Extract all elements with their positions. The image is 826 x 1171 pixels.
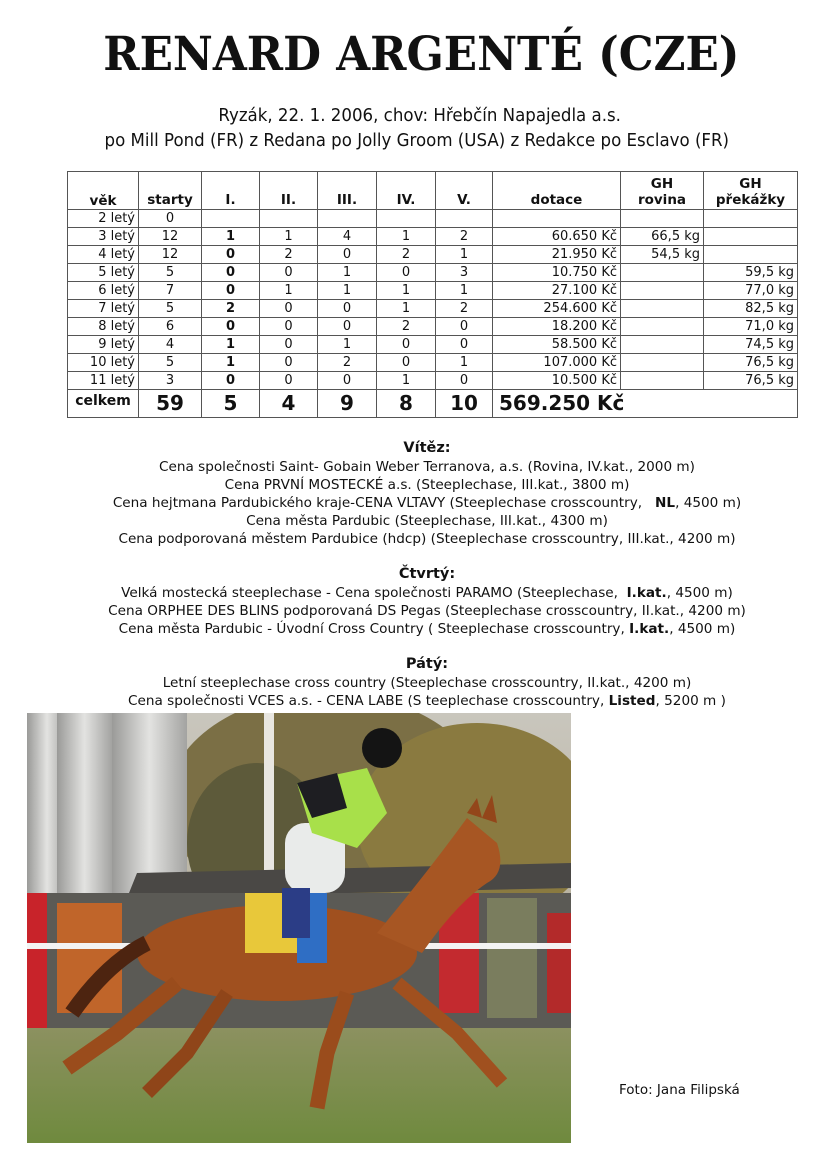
cell-starts: 12 (139, 246, 202, 264)
cell-second: 1 (260, 282, 318, 300)
cell-age: 10 letý (68, 354, 139, 372)
cell-first: 0 (202, 318, 260, 336)
cell-second (260, 210, 318, 228)
cell-third: 1 (318, 336, 377, 354)
cell-first: 1 (202, 354, 260, 372)
pedigree: po Mill Pond (FR) z Redana po Jolly Groom (USA) z Redakce po Esclavo (FR) (104, 131, 730, 151)
cell-third: 0 (318, 300, 377, 318)
race-entry: Cena podporovaná městem Pardubice (hdcp) (Steeplechase crosscountry, III.kat., 4200 m) (118, 531, 736, 547)
cell-gh-jumps: 74,5 kg (704, 336, 798, 354)
cell-fourth: 0 (377, 264, 436, 282)
cell-gh-jumps (704, 210, 798, 228)
cell-third: 0 (318, 372, 377, 390)
cell-gh-flat: 66,5 kg (621, 228, 704, 246)
cell-fifth: 1 (436, 246, 493, 264)
race-text-part: , 4500 m) (666, 585, 733, 601)
cell-starts: 3 (139, 372, 202, 390)
cell-fourth: 2 (377, 246, 436, 264)
cell-gh-jumps (704, 228, 798, 246)
col-header-second: II. (260, 172, 318, 210)
fourth-place-section (0, 564, 826, 638)
cell-fourth: 1 (377, 300, 436, 318)
cell-second: 0 (260, 372, 318, 390)
total-label: celkem (68, 390, 139, 418)
cell-fifth: 0 (436, 372, 493, 390)
cell-second: 0 (260, 354, 318, 372)
col-header-fifth: V. (436, 172, 493, 210)
race-entry: Letní steeplechase cross country (Steeplechase crosscountry, II.kat., 4200 m) (162, 675, 692, 691)
cell-gh-jumps: 76,5 kg (704, 354, 798, 372)
cell-gh-flat (621, 300, 704, 318)
cell-starts: 5 (139, 300, 202, 318)
cell-fourth: 2 (377, 318, 436, 336)
cell-third: 1 (318, 282, 377, 300)
race-text-part: , 4500 m) (675, 495, 742, 511)
cell-gh-flat (621, 354, 704, 372)
table-row (68, 336, 798, 354)
cell-starts: 4 (139, 336, 202, 354)
cell-third: 2 (318, 354, 377, 372)
cell-age: 6 letý (68, 282, 139, 300)
table-row (68, 300, 798, 318)
col-header-age: věk (68, 172, 139, 210)
table-row (68, 246, 798, 264)
cell-gh-flat (621, 336, 704, 354)
cell-prize: 27.100 Kč (493, 282, 621, 300)
race-text-part: Cena hejtmana Pardubického kraje-CENA VLTAVY (Steeplechase crosscountry, (112, 495, 656, 511)
cell-age: 4 letý (68, 246, 139, 264)
gh-jumps-line1: GH (739, 176, 762, 192)
horse-photo (27, 713, 571, 1143)
total-first: 5 (202, 390, 260, 418)
race-category-bold: NL (655, 495, 676, 511)
race-text-part: Cena města Pardubic - Úvodní Cross Country ( Steeplechase crosscountry, (118, 621, 630, 637)
race-category-bold: I.kat. (626, 585, 667, 601)
photo-credit: Foto: Jana Filipská (619, 1082, 740, 1098)
cell-prize: 18.200 Kč (493, 318, 621, 336)
cell-fifth: 0 (436, 318, 493, 336)
horse-info: Ryzák, 22. 1. 2006, chov: Hřebčín Napajedla a.s. (218, 106, 621, 126)
table-row (68, 318, 798, 336)
table-row (68, 210, 798, 228)
cell-first: 0 (202, 264, 260, 282)
cell-age: 8 letý (68, 318, 139, 336)
cell-fourth (377, 210, 436, 228)
cell-third: 0 (318, 318, 377, 336)
cell-age: 9 letý (68, 336, 139, 354)
gh-flat-line1: GH (650, 176, 674, 192)
cell-fifth: 0 (436, 336, 493, 354)
cell-fourth: 0 (377, 336, 436, 354)
cell-first: 2 (202, 300, 260, 318)
race-entry: Cena ORPHEE DES BLINS podporovaná DS Pegas (Steeplechase crosscountry, II.kat., 4200 m) (108, 603, 746, 619)
cell-gh-jumps: 59,5 kg (704, 264, 798, 282)
total-third: 9 (318, 390, 377, 418)
cell-starts: 7 (139, 282, 202, 300)
cell-fourth: 1 (377, 282, 436, 300)
race-entry: Cena společnosti Saint- Gobain Weber Terranova, a.s. (Rovina, IV.kat., 2000 m) (159, 459, 695, 475)
cell-gh-flat (621, 318, 704, 336)
total-fifth: 10 (436, 390, 493, 418)
cell-gh-jumps: 77,0 kg (704, 282, 798, 300)
cell-prize (493, 210, 621, 228)
cell-third: 1 (318, 264, 377, 282)
cell-first: 0 (202, 372, 260, 390)
table-row (68, 372, 798, 390)
race-text-part: Velká mostecká steeplechase - Cena společnosti PARAMO (Steeplechase, (121, 585, 627, 601)
cell-prize: 58.500 Kč (493, 336, 621, 354)
total-fourth: 8 (377, 390, 436, 418)
cell-fifth: 2 (436, 228, 493, 246)
cell-age: 5 letý (68, 264, 139, 282)
cell-second: 0 (260, 318, 318, 336)
cell-age: 11 letý (68, 372, 139, 390)
gh-jumps-line2: překážky (715, 192, 786, 208)
cell-second: 2 (260, 246, 318, 264)
cell-gh-jumps (704, 246, 798, 264)
cell-fourth: 1 (377, 228, 436, 246)
cell-gh-jumps: 82,5 kg (704, 300, 798, 318)
gh-flat-line2: rovina (637, 192, 687, 208)
cell-gh-flat (621, 264, 704, 282)
race-text-part: , 4500 m) (669, 621, 736, 637)
table-header-row (68, 172, 798, 210)
race-entry (28, 620, 826, 638)
col-header-first: I. (202, 172, 260, 210)
race-entry (28, 584, 826, 602)
cell-gh-flat (621, 372, 704, 390)
total-starts: 59 (139, 390, 202, 418)
cell-fourth: 0 (377, 354, 436, 372)
horse-and-jockey-image (27, 713, 571, 1143)
total-row (68, 390, 798, 418)
cell-fifth: 1 (436, 354, 493, 372)
fifth-heading: Pátý: (405, 656, 449, 672)
cell-third (318, 210, 377, 228)
table-row (68, 228, 798, 246)
col-header-third: III. (318, 172, 377, 210)
fifth-races (28, 674, 826, 710)
table-row (68, 354, 798, 372)
cell-age: 2 letý (68, 210, 139, 228)
race-entry: Cena PRVNÍ MOSTECKÉ a.s. (Steeplechase, III.kat., 3800 m) (224, 477, 630, 493)
cell-prize: 254.600 Kč (493, 300, 621, 318)
cell-fifth: 2 (436, 300, 493, 318)
cell-gh-flat (621, 210, 704, 228)
col-header-prize: dotace (493, 172, 621, 210)
cell-third: 4 (318, 228, 377, 246)
winner-heading: Vítěz: (403, 440, 451, 456)
cell-prize: 60.650 Kč (493, 228, 621, 246)
race-category-bold: I.kat. (629, 621, 670, 637)
fourth-heading: Čtvrtý: (398, 566, 456, 582)
cell-fourth: 1 (377, 372, 436, 390)
cell-fifth (436, 210, 493, 228)
col-header-fourth: IV. (377, 172, 436, 210)
cell-first: 1 (202, 336, 260, 354)
cell-prize: 10.500 Kč (493, 372, 621, 390)
cell-starts: 12 (139, 228, 202, 246)
table-row (68, 264, 798, 282)
cell-first (202, 210, 260, 228)
race-category-bold: Listed (608, 693, 656, 709)
cell-fifth: 3 (436, 264, 493, 282)
cell-prize: 10.750 Kč (493, 264, 621, 282)
cell-age: 3 letý (68, 228, 139, 246)
cell-first: 1 (202, 228, 260, 246)
race-stats-table (67, 171, 798, 418)
cell-starts: 5 (139, 354, 202, 372)
cell-gh-flat (621, 282, 704, 300)
race-entry (28, 692, 826, 710)
cell-starts: 6 (139, 318, 202, 336)
cell-age: 7 letý (68, 300, 139, 318)
cell-starts: 0 (139, 210, 202, 228)
cell-first: 0 (202, 246, 260, 264)
race-entry: Cena města Pardubic (Steeplechase, III.kat., 4300 m) (246, 513, 608, 529)
fourth-races (28, 584, 826, 638)
cell-second: 0 (260, 264, 318, 282)
cell-gh-jumps: 76,5 kg (704, 372, 798, 390)
race-text-part: Cena společnosti VCES a.s. - CENA LABE (S teeplechase crosscountry, (128, 693, 609, 709)
total-prize: 569.250 Kč (493, 390, 798, 418)
cell-prize: 107.000 Kč (493, 354, 621, 372)
race-text-part: , 5200 m ) (655, 693, 726, 709)
winner-section (0, 438, 826, 548)
total-second: 4 (260, 390, 318, 418)
cell-second: 1 (260, 228, 318, 246)
cell-second: 0 (260, 336, 318, 354)
horse-name-title: RENARD ARGENTÉ (CZE) (103, 27, 740, 82)
cell-first: 0 (202, 282, 260, 300)
fifth-place-section (0, 654, 826, 710)
col-header-gh-jumps (704, 172, 798, 210)
cell-prize: 21.950 Kč (493, 246, 621, 264)
cell-third: 0 (318, 246, 377, 264)
cell-fifth: 1 (436, 282, 493, 300)
cell-gh-flat: 54,5 kg (621, 246, 704, 264)
col-header-starts: starty (139, 172, 202, 210)
col-header-gh-flat (621, 172, 704, 210)
cell-starts: 5 (139, 264, 202, 282)
cell-second: 0 (260, 300, 318, 318)
cell-gh-jumps: 71,0 kg (704, 318, 798, 336)
table-row (68, 282, 798, 300)
winner-races (28, 458, 826, 548)
race-entry (28, 494, 826, 512)
